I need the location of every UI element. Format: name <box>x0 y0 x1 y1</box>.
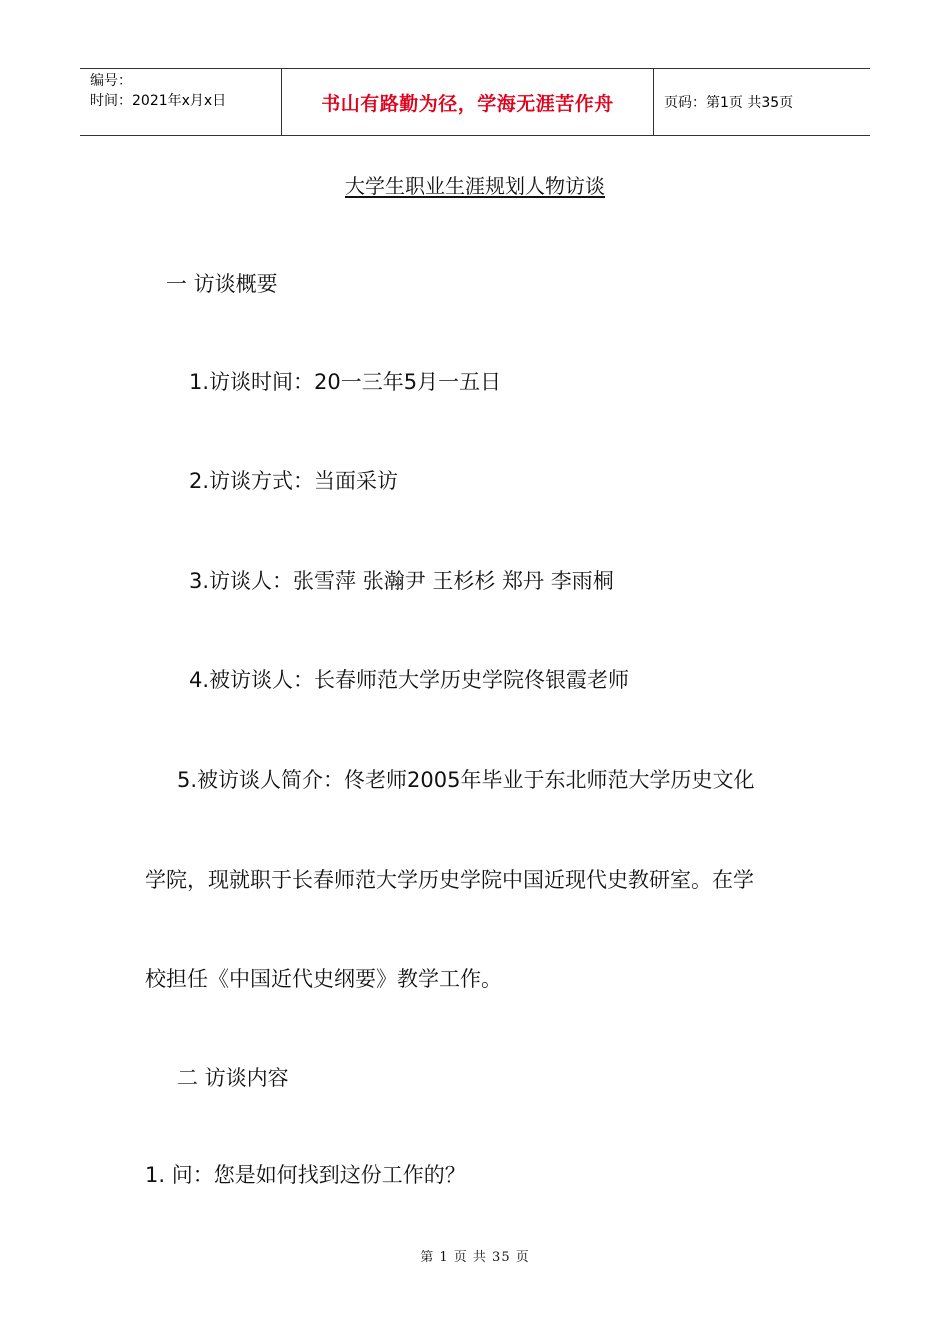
header-meta-cell <box>80 69 281 135</box>
overview-item-bio-line2: 学院，现就职于长春师范大学历史学院中国近现代史教研室。在学 <box>145 868 754 892</box>
document-title: 大学生职业生涯规划人物访谈 <box>345 174 605 198</box>
section-heading-content: 二 访谈内容 <box>177 1066 289 1090</box>
overview-item-bio-line1: 5.被访谈人简介：佟老师2005年毕业于东北师范大学历史文化 <box>177 768 755 792</box>
document-date-label: 时间：2021年x月x日 <box>90 93 227 109</box>
overview-item-interviewee: 4.被访谈人：长春师范大学历史学院佟银霞老师 <box>189 668 630 692</box>
overview-item-interviewers: 3.访谈人：张雪萍 张瀚尹 王杉杉 郑丹 李雨桐 <box>189 569 614 593</box>
header-page-info: 页码：第1页 共35页 <box>664 95 794 111</box>
page-footer: 第 1 页 共 35 页 <box>420 1250 530 1265</box>
document-header <box>80 68 870 136</box>
interview-question-1: 1. 问：您是如何找到这份工作的？ <box>145 1163 466 1187</box>
section-heading-overview: 一 访谈概要 <box>166 272 278 296</box>
document-number-label: 编号： <box>90 73 132 89</box>
overview-item-method: 2.访谈方式：当面采访 <box>189 469 399 493</box>
header-motto: 书山有路勤为径，学海无涯苦作舟 <box>281 69 654 135</box>
overview-item-time: 1.访谈时间：20一三年5月一五日 <box>189 370 502 394</box>
overview-item-bio-line3: 校担任《中国近代史纲要》教学工作。 <box>145 967 502 991</box>
